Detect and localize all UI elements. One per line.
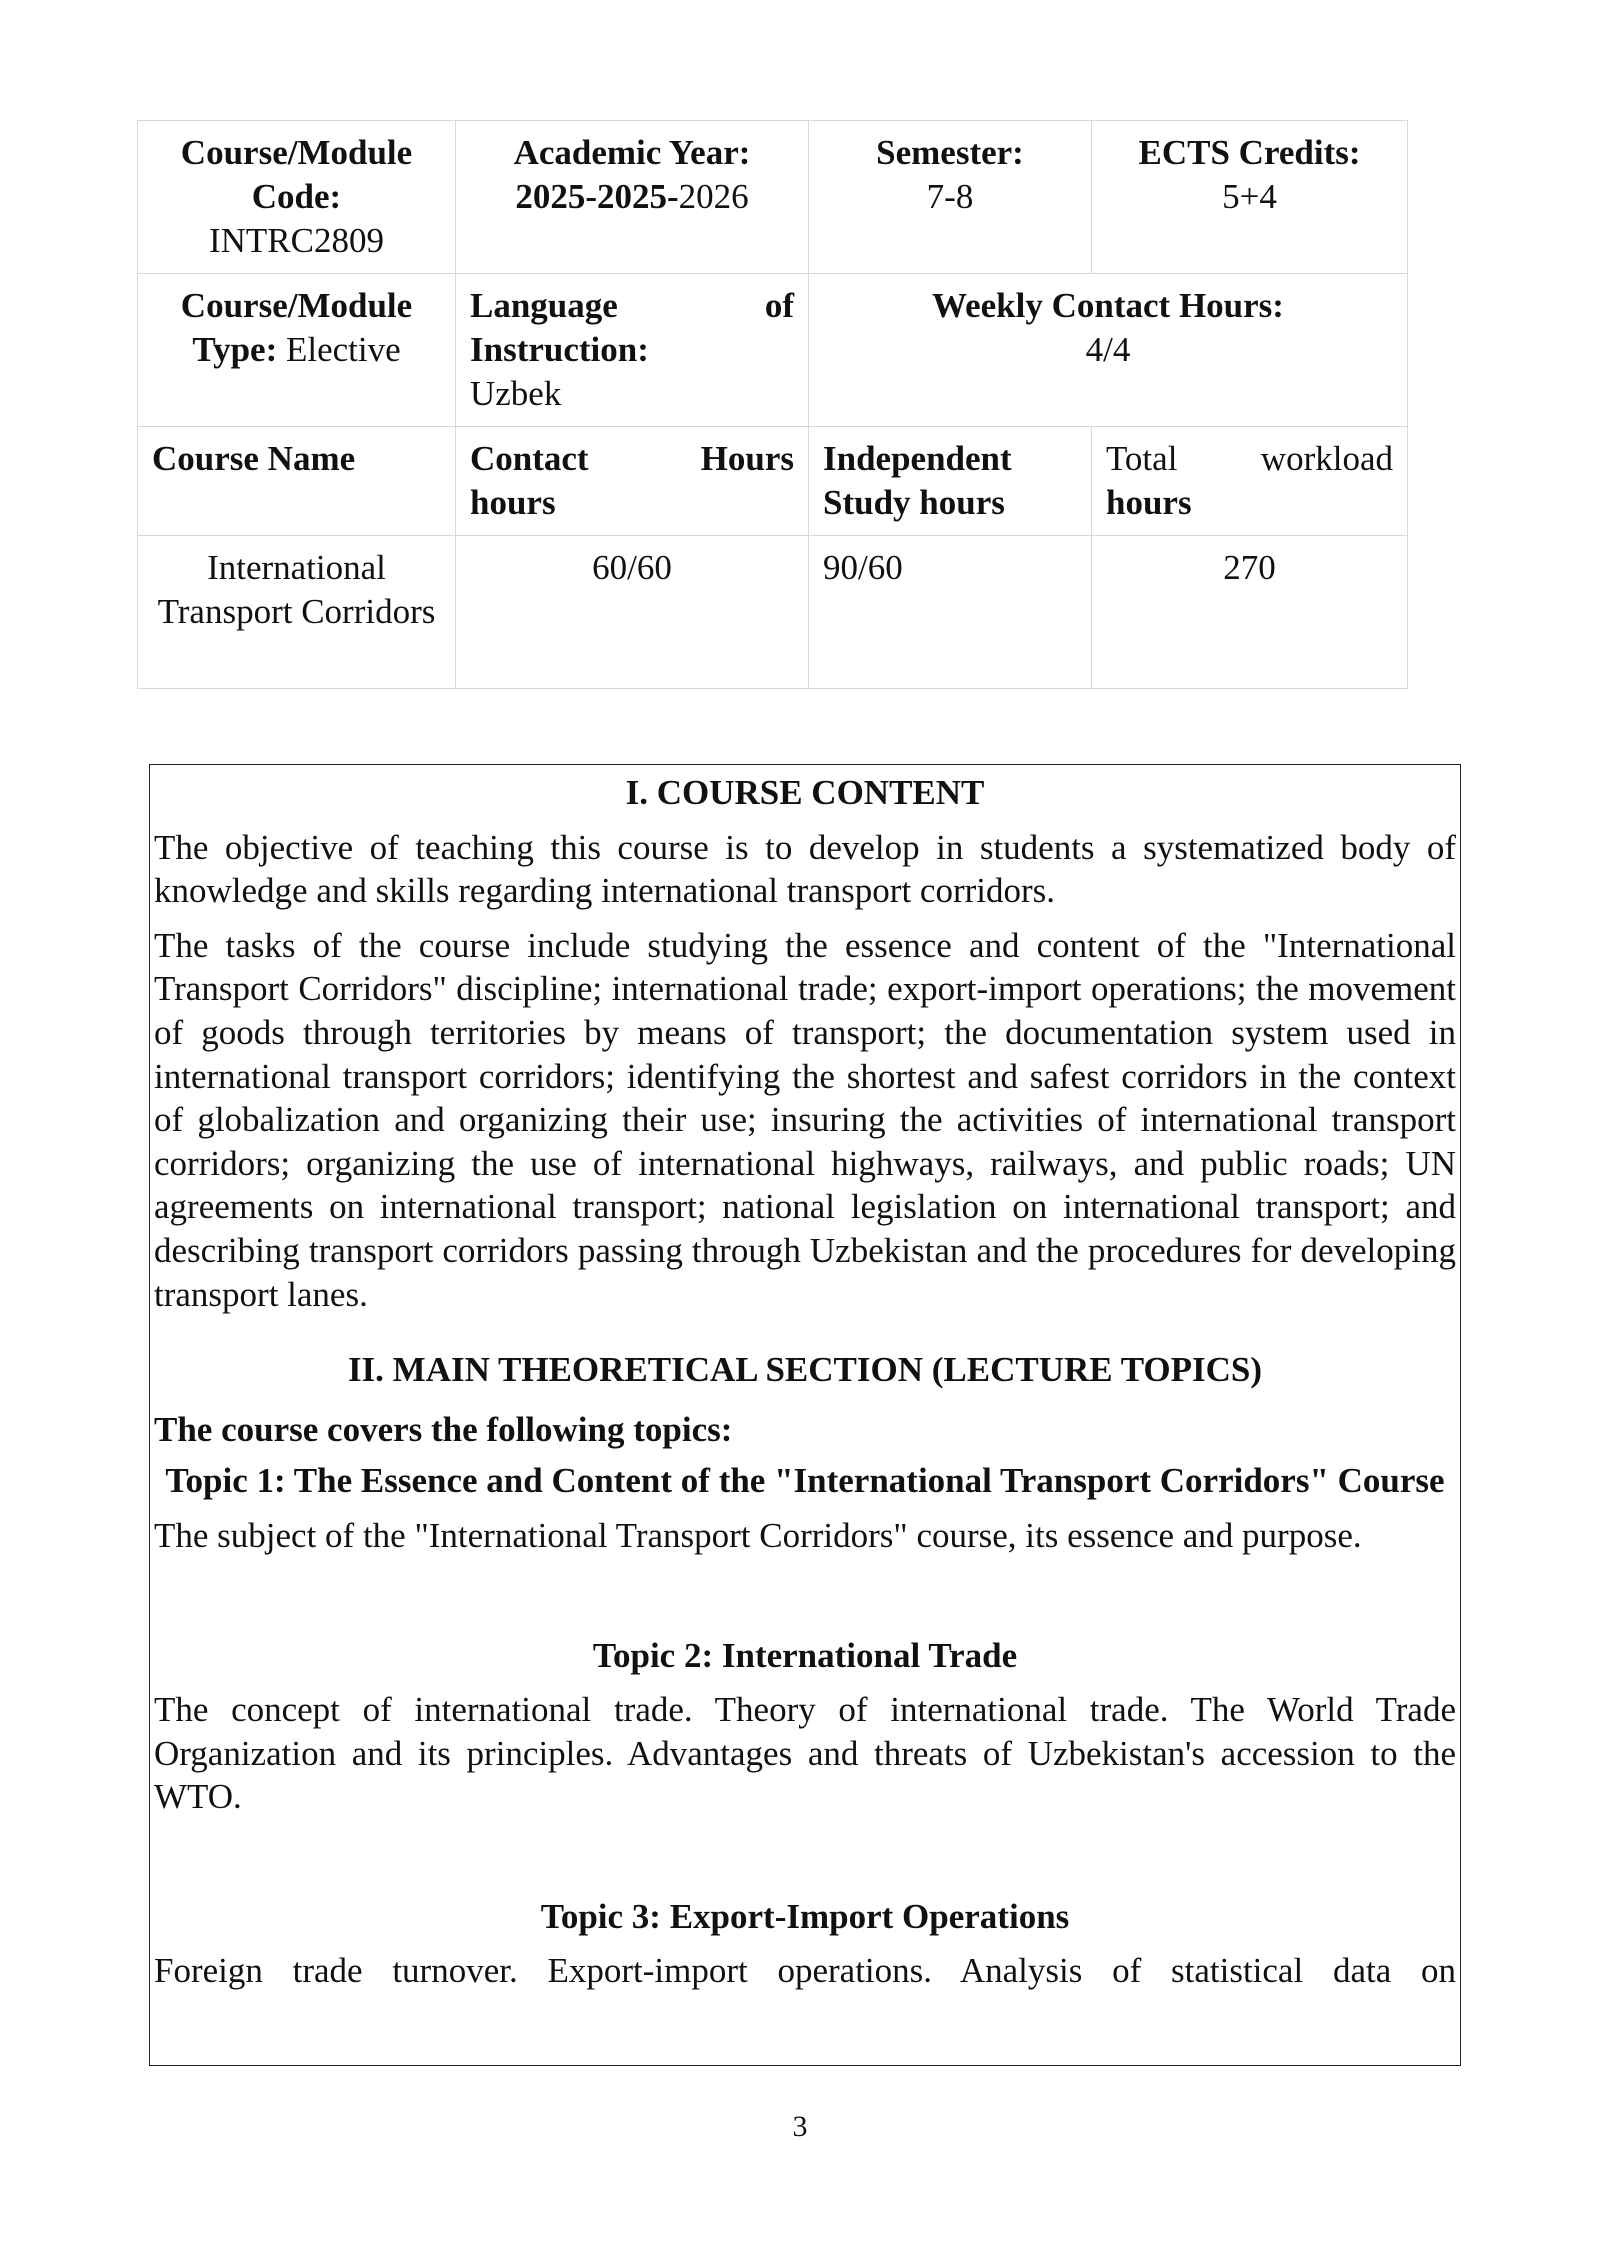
course-content-box	[149, 764, 1461, 2066]
course-tasks: The tasks of the course include studying the essence and content of the "International Transport Corridors" discipline; international trade; export-import operations; the movement of goods through territories by means of transport; the documentation system used in international transport corridors; identifying the shortest and safest corridors in the context of globalization and organizing their use; insuring the activities of international transport corridors; organizing the use of international highways, railways, and public roads; UN agreements on international transport; national legislation on international transport; and describing transport corridors passing through Uzbekistan and the procedures for developing transport lanes.	[154, 925, 1456, 1314]
language-label-line1	[470, 284, 794, 328]
course-objective: The objective of teaching this course is to develop in students a systematized body of knowledge and skills regarding international transport corridors.	[154, 827, 1456, 911]
header-contact-word2: Hours	[700, 439, 794, 478]
academic-year-label: Academic Year:	[513, 133, 751, 172]
header-course-name: Course Name	[138, 427, 456, 536]
course-type-cell	[138, 274, 456, 427]
language-cell	[456, 274, 809, 427]
topic-3-text: Foreign trade turnover. Export-import operations. Analysis of statistical data on	[154, 1951, 1456, 1991]
academic-year-value	[470, 175, 794, 219]
semester-cell	[809, 121, 1092, 274]
info-row-type	[138, 274, 1408, 427]
course-type-value: Elective	[286, 330, 401, 369]
course-info-table	[137, 120, 1408, 689]
weekly-hours-cell	[809, 274, 1408, 427]
topic-1-text: The subject of the "International Transport Corridors" course, its essence and purpose.	[154, 1515, 1362, 1555]
academic-year-cell	[456, 121, 809, 274]
course-code-label: Course/Module Code:	[180, 133, 413, 216]
section-1-title: I. COURSE CONTENT	[625, 773, 985, 812]
topic-2-title: Topic 2: International Trade	[592, 1635, 1018, 1675]
ects-cell	[1092, 121, 1408, 274]
header-independent-line1: Independent	[823, 439, 1012, 478]
page-number: 3	[792, 2110, 808, 2143]
header-contact-hours	[456, 427, 809, 536]
data-course-name: International Transport Corridors	[138, 536, 456, 689]
course-type-label-2: Type:	[192, 330, 278, 369]
info-row-codes	[138, 121, 1408, 274]
academic-year-value-regular: 2026	[678, 177, 749, 216]
course-code-cell	[138, 121, 456, 274]
course-type-line	[152, 328, 441, 372]
ects-label: ECTS Credits:	[1138, 133, 1361, 172]
header-contact-line2: hours	[470, 483, 556, 522]
language-label-word2: of	[764, 286, 794, 325]
topic-3-title: Topic 3: Export-Import Operations	[540, 1896, 1070, 1936]
info-header-row	[138, 427, 1408, 536]
course-type-label: Course/Module	[180, 286, 413, 325]
ects-value: 5+4	[1222, 177, 1277, 216]
academic-year-value-bold: 2025-2025-	[515, 177, 679, 216]
weekly-hours-value: 4/4	[1085, 330, 1131, 369]
header-total-word2: workload	[1260, 439, 1393, 478]
header-contact-word1: Contact	[470, 439, 589, 478]
header-independent-hours	[809, 427, 1092, 536]
section-2-title: II. MAIN THEORETICAL SECTION (LECTURE TOPICS)	[347, 1350, 1263, 1390]
course-code-value: INTRC2809	[209, 221, 384, 260]
data-contact-hours: 60/60	[456, 536, 809, 689]
semester-label: Semester:	[876, 133, 1024, 172]
header-total-workload	[1092, 427, 1408, 536]
topics-intro: The course covers the following topics:	[154, 1409, 733, 1449]
semester-value: 7-8	[926, 177, 974, 216]
header-total-line2: hours	[1106, 483, 1192, 522]
header-total-word1: Total	[1106, 439, 1178, 478]
info-data-row	[138, 536, 1408, 689]
language-label-line2: Instruction:	[470, 330, 649, 369]
language-value: Uzbek	[470, 374, 562, 413]
topic-1-title: Topic 1: The Essence and Content of the "International Transport Corridors" Course	[165, 1461, 1445, 1501]
topic-2-text: The concept of international trade. Theory of international trade. The World Trade Organization and its principles. Advantages and threats of Uzbekistan's accession to the WTO.	[154, 1690, 1456, 1817]
data-total-workload: 270	[1092, 536, 1408, 689]
language-label-word1: Language	[470, 286, 618, 325]
data-independent-hours: 90/60	[809, 536, 1092, 689]
weekly-hours-label: Weekly Contact Hours:	[932, 286, 1284, 325]
header-independent-line2: Study hours	[823, 483, 1005, 522]
